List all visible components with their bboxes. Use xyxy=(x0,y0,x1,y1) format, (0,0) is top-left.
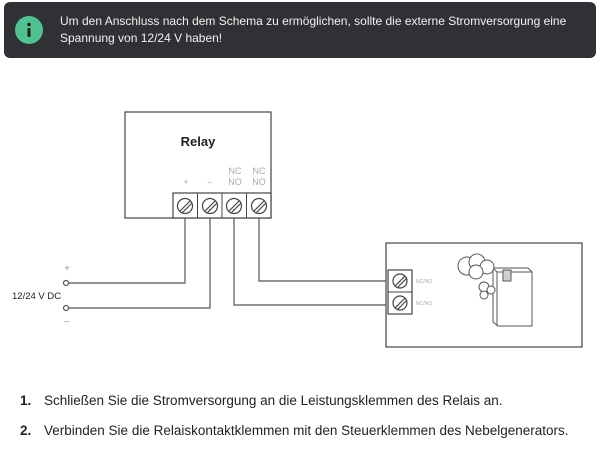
wire-nc1 xyxy=(234,218,388,305)
screw-terminal-minus xyxy=(203,199,218,214)
fog-screw-terminal-1 xyxy=(393,274,407,288)
supply-plus-terminal xyxy=(64,281,69,286)
notice-text: Um den Anschluss nach dem Schema zu ermöglichen, sollte die externe Stromversorgung eine Spannung von 12/24 V haben! xyxy=(60,14,567,45)
step-text: Verbinden Sie die Relaiskontaktklemmen mit den Steuerklemmen des Nebelgenerators. xyxy=(44,423,569,438)
instruction-steps xyxy=(20,392,590,452)
relay-terminal-minus-label: – xyxy=(207,177,213,187)
fog-screw-terminal-2 xyxy=(393,296,407,310)
wire-nc2 xyxy=(259,218,388,281)
relay-terminal-plus-label: + xyxy=(183,177,189,187)
wire-minus xyxy=(68,218,210,308)
relay-terminal-nc1-top: NC xyxy=(228,166,242,176)
relay-terminal-nc2-top: NC xyxy=(252,166,266,176)
step-text: Schließen Sie die Stromversorgung an die Leistungsklemmen des Relais an. xyxy=(44,393,503,408)
wire-plus xyxy=(68,218,185,283)
fog-terminal-label-1: NC/NO xyxy=(416,279,433,285)
supply-minus-label: – xyxy=(64,316,70,326)
supply-voltage-label: 12/24 V DC xyxy=(12,291,62,302)
fog-terminal-label-2: NC/NO xyxy=(416,301,433,307)
info-notice xyxy=(4,2,596,58)
info-icon xyxy=(15,16,43,44)
step-item xyxy=(20,392,590,410)
screw-terminal-nc1 xyxy=(227,199,242,214)
wiring-diagram xyxy=(0,90,600,365)
supply-minus-terminal xyxy=(64,306,69,311)
relay-title: Relay xyxy=(180,134,216,149)
step-number: 1. xyxy=(20,393,32,408)
fog-generator-device xyxy=(493,268,532,326)
step-item xyxy=(20,422,590,440)
relay-terminal-nc2-bottom: NO xyxy=(252,177,266,187)
screw-terminal-plus xyxy=(178,199,193,214)
step-number: 2. xyxy=(20,423,32,438)
screw-terminal-nc2 xyxy=(252,199,267,214)
supply-plus-label: + xyxy=(64,263,70,273)
relay-terminal-nc1-bottom: NO xyxy=(228,177,242,187)
